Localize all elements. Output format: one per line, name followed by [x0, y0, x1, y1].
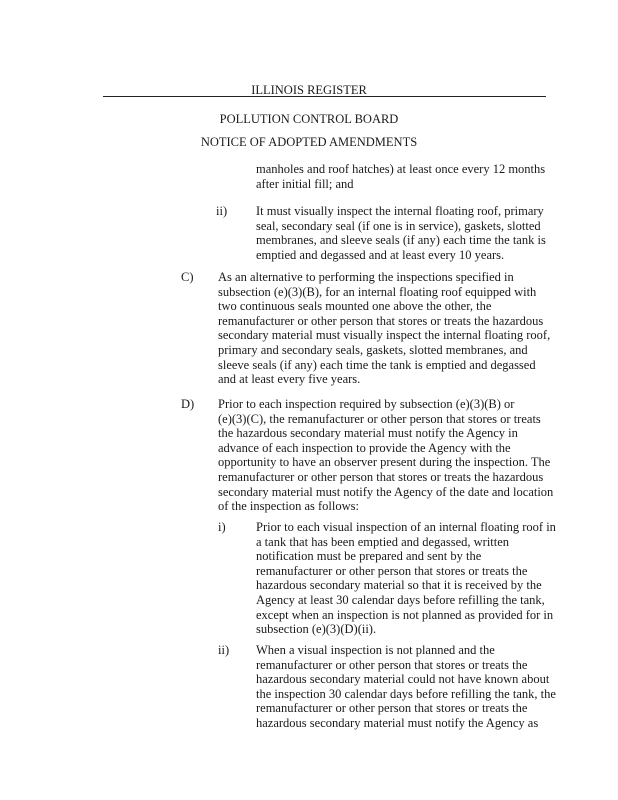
text-line: emptied and degassed and at least every 10 years. [256, 247, 505, 262]
text-line: except when an inspection is not planned as provided for in [256, 607, 554, 622]
text-line: after initial fill; and [256, 176, 354, 191]
item-marker-i: i) [218, 520, 226, 534]
text-line: sleeve seals (if any) each time the tank is emptied and degassed [218, 357, 536, 372]
text-line: seal, secondary seal (if one is in service), gaskets, slotted [256, 218, 541, 233]
item-marker-ii: ii) [216, 204, 228, 218]
text-line: remanufacturer or other person that stores or treats the [256, 563, 528, 578]
item-ii-paragraph [256, 204, 546, 262]
text-line: (e)(3)(C), the remanufacturer or other person that stores or treats [218, 411, 541, 426]
item-c-paragraph [218, 270, 550, 387]
text-line: manholes and roof hatches) at least once every 12 months [256, 162, 546, 176]
text-line: primary and secondary seals, gaskets, slotted membranes, and [218, 342, 528, 357]
text-line: membranes, and sleeve seals (if any) each time the tank is [256, 233, 546, 248]
text-line: remanufacturer or other person that stores or treats the hazardous [218, 313, 544, 328]
text-line: remanufacturer or other person that stores or treats the [256, 701, 528, 716]
text-line: hazardous secondary material must notify the Agency as [256, 715, 539, 730]
text-line: opportunity to have an observer present during the inspection. The [218, 455, 551, 470]
text-line: notification must be prepared and sent by the [256, 549, 482, 564]
item-marker-d: D) [181, 397, 195, 411]
text-line: It must visually inspect the internal floating roof, primary [256, 204, 544, 218]
text-line: of the inspection as follows: [218, 499, 359, 514]
text-line: Prior to each visual inspection of an internal floating roof in [256, 520, 556, 534]
item-i-paragraph [256, 520, 556, 637]
text-line: As an alternative to performing the inspections specified in [218, 270, 514, 284]
text-line: hazardous secondary material could not have known about [256, 672, 550, 687]
text-line: the hazardous secondary material must notify the Agency in [218, 426, 518, 441]
continuation-paragraph [256, 162, 545, 191]
item-marker-ii: ii) [218, 643, 230, 657]
text-line: a tank that has been emptied and degassed, written [256, 534, 510, 549]
header-rule [103, 96, 546, 97]
text-line: remanufacturer or other person that stores or treats the [256, 657, 528, 672]
text-line: When a visual inspection is not planned and the [256, 643, 495, 657]
text-line: and at least every five years. [218, 372, 361, 387]
text-line: two continuous seals mounted one above the other, the [218, 299, 492, 314]
text-line: hazardous secondary material so that it is received by the [256, 578, 542, 593]
text-line: secondary material must notify the Agency of the date and location [218, 484, 554, 499]
text-line: Prior to each inspection required by subsection (e)(3)(B) or [218, 397, 515, 411]
item-d-paragraph [218, 397, 553, 514]
text-line: remanufacturer or other person that stores or treats the hazardous [218, 469, 544, 484]
text-line: subsection (e)(3)(D)(ii). [256, 622, 377, 637]
board-name: POLLUTION CONTROL BOARD [219, 112, 399, 126]
text-line: subsection (e)(3)(B), for an internal floating roof equipped with [218, 284, 537, 299]
text-line: advance of each inspection to provide the Agency with the [218, 440, 511, 455]
register-title: ILLINOIS REGISTER [251, 83, 367, 97]
notice-title: NOTICE OF ADOPTED AMENDMENTS [200, 135, 418, 149]
text-line: the inspection 30 calendar days before refilling the tank, the [256, 686, 556, 701]
item-marker-c: C) [181, 270, 194, 284]
text-line: secondary material must visually inspect the internal floating roof, [218, 328, 551, 343]
item-ii-paragraph [256, 643, 556, 731]
text-line: Agency at least 30 calendar days before refilling the tank, [256, 592, 545, 607]
